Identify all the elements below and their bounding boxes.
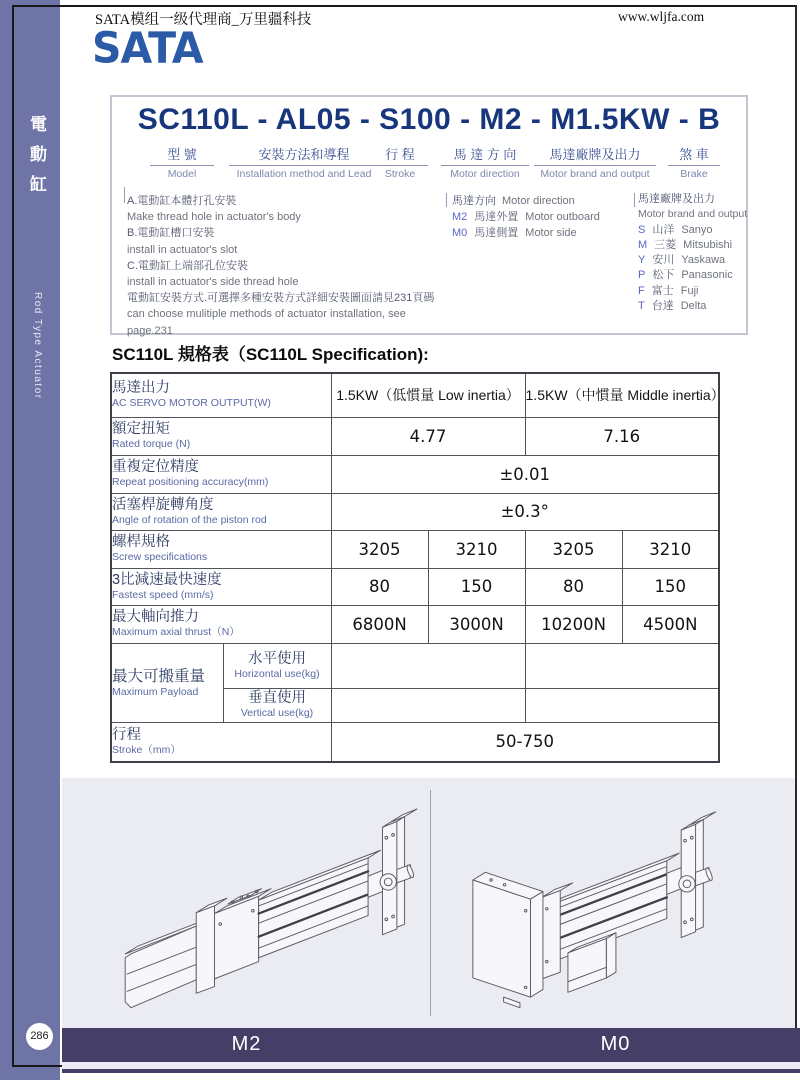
- table-row: 活塞桿旋轉角度 Angle of rotation of the piston rod ±0.3°: [111, 493, 719, 530]
- segment-label-stroke: 行 程 Stroke: [372, 144, 428, 180]
- figure-m0-drawing: [444, 784, 784, 1024]
- table-row: 馬達出力 AC SERVO MOTOR OUTPUT(W) 1.5KW（低慣量 Low inertia） 1.5KW（中慣量 Middle inertia）: [111, 373, 719, 417]
- brand-option: T 台達 Delta: [638, 300, 707, 313]
- segment-label-motor-brand: 馬達廠牌及出力 Motor brand and output: [534, 144, 656, 180]
- connector-tick-install: [124, 187, 125, 203]
- table-row: 額定扭矩 Rated torque (N) 4.77 7.16: [111, 417, 719, 455]
- table-row: 最大軸向推力 Maximum axial thrust（N） 6800N 3000N 10200N 4500N: [111, 605, 719, 643]
- spec-table-title: SC110L 規格表（SC110L Specification):: [112, 345, 429, 364]
- sidebar-category-en: Rod Type Actuator: [32, 292, 43, 400]
- footer-dark-line: [62, 1069, 800, 1073]
- sidebar-category-cn: 電動缸: [27, 115, 46, 205]
- connector-tick-direction: [446, 193, 447, 207]
- figure-label-m0: M0: [600, 1033, 631, 1055]
- table-row: 最大可搬重量 Maximum Payload 水平使用 Horizontal use(kg): [111, 643, 719, 688]
- segment-label-model: 型 號 Model: [150, 144, 214, 180]
- installation-notes: A.電動缸本體打孔安裝 Make thread hole in actuator's body B.電動缸槽口安裝 install in actuator's slot C.電動缸上端部孔位安裝 install in actuator's side thread hole 電動缸安裝方式.可選擇多種安裝方式詳細安裝圖面請見231頁碼 can choose mulitiple methods of actuator installation, see page.231: [127, 195, 435, 337]
- spec-table: [110, 372, 725, 763]
- motor-brand-notes: 馬達廠牌及出力 Motor brand and output S 山洋 Sanyo M 三菱 Mitsubishi Y 安川 Yaskawa P 松下 Panasonic F 富士 Fuji T 台達 Delta: [638, 192, 748, 314]
- direction-option: M2 馬達外置 Motor outboard: [452, 211, 600, 224]
- brand-option: S 山洋 Sanyo: [638, 223, 713, 236]
- figure-label-m2: M2: [231, 1033, 262, 1055]
- table-row: 3比減速最快速度 Fastest speed (mm/s) 80 150 80 150: [111, 568, 719, 605]
- model-ordering-box: [110, 95, 748, 335]
- figure-label-band: [62, 1028, 800, 1062]
- figure-m2-drawing: [80, 784, 420, 1024]
- sata-logo: SATA: [92, 23, 203, 73]
- segment-label-installation: 安裝方法和導程 Installation method and Lead: [229, 144, 379, 180]
- direction-option: M0 馬達側置 Motor side: [452, 227, 577, 240]
- table-row: 行程 Stroke（mm） 50-750: [111, 722, 719, 762]
- brand-option: P 松下 Panasonic: [638, 269, 733, 282]
- page-number-badge: 286: [26, 1023, 53, 1050]
- segment-label-motor-direction: 馬 達 方 向 Motor direction: [441, 144, 529, 180]
- header-website: www.wljfa.com: [618, 9, 705, 24]
- model-code: SC110L - AL05 - S100 - M2 - M1.5KW - B: [137, 103, 721, 136]
- figures-panel: [62, 778, 795, 1028]
- footer-light-strip: [62, 1062, 800, 1069]
- frame-left-line: [12, 5, 14, 1067]
- table-row: 垂直使用 Vertical use(kg): [111, 688, 719, 722]
- header-agent-text: SATA模组一级代理商_万里疆科技: [95, 12, 312, 28]
- motor-direction-notes: 馬達方向 Motor direction M2 馬達外置 Motor outboard M0 馬達側置 Motor side: [452, 193, 622, 242]
- figures-divider: [430, 790, 431, 1016]
- frame-top-line: [12, 5, 797, 7]
- connector-tick-brand: [634, 193, 635, 207]
- table-row: 螺桿規格 Screw specifications 3205 3210 3205 3210: [111, 530, 719, 568]
- brand-option: Y 安川 Yaskawa: [638, 254, 726, 267]
- frame-right-line: [795, 5, 797, 1067]
- table-row: 重複定位精度 Repeat positioning accuracy(mm) ±0.01: [111, 455, 719, 493]
- frame-bottom-line: [12, 1065, 62, 1067]
- brand-option: F 富士 Fuji: [638, 284, 699, 297]
- segment-label-brake: 煞 車 Brake: [668, 144, 720, 180]
- brand-option: M 三菱 Mitsubishi: [638, 238, 733, 251]
